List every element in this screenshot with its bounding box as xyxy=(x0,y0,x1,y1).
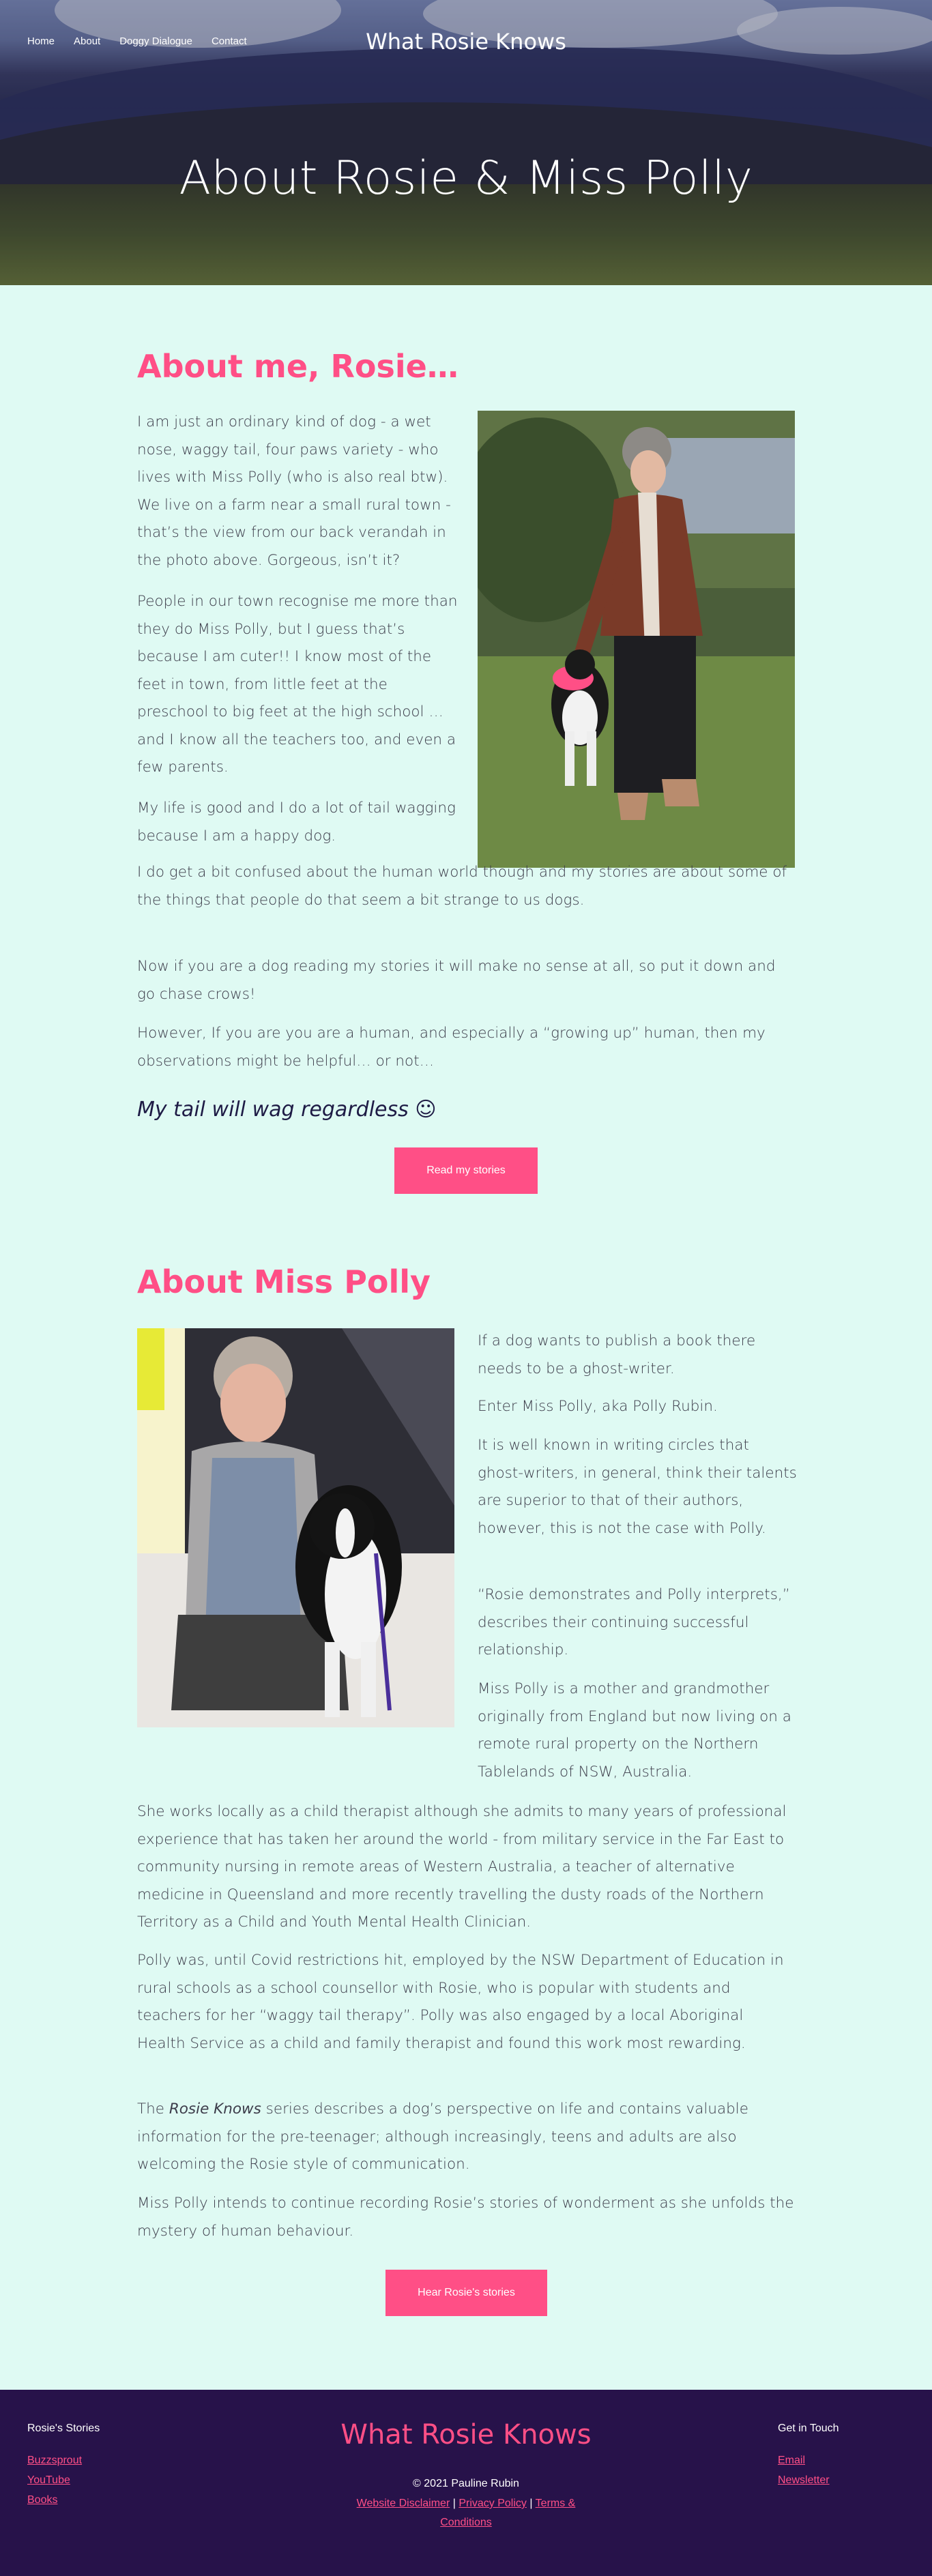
footer-copyright: © 2021 Pauline Rubin xyxy=(413,2478,519,2489)
polly-paragraph: Enter Miss Polly, aka Polly Rubin. xyxy=(478,1398,718,1415)
rosie-paragraph: My life is good and I do a lot of tail wagging because I am a happy dog. xyxy=(137,800,456,845)
polly-paragraph: If a dog wants to publish a book there needs to be a ghost-writer. xyxy=(478,1332,756,1377)
polly-paragraph: Miss Polly intends to continue recording Rosie’s stories of wonderment as she unfolds the mystery of human behaviour. xyxy=(137,2195,794,2240)
website-disclaimer-link[interactable]: Website Disclaimer xyxy=(356,2498,450,2509)
privacy-policy-link[interactable]: Privacy Policy xyxy=(458,2498,527,2509)
site-title[interactable]: What Rosie Knows xyxy=(366,29,566,55)
polly-paragraph: Polly was, until Covid restrictions hit, employed by the NSW Department of Education in rural schools as a school counsellor with Rosie, who is popular with students and teachers for her “waggy tail therapy”. Polly was also engaged by a local Aboriginal Health Service as a child and family therapist and found this work most rewarding. xyxy=(137,1952,784,2052)
rosie-paragraph: I am just an ordinary kind of dog - a wet nose, waggy tail, four paws variety - who lives with Miss Polly (who is also real btw). We live on a farm near a small rural town - that’s the view from our back verandah in the photo above. Gorgeous, isn’t it? xyxy=(137,413,451,569)
rosie-paragraph: People in our town recognise me more than they do Miss Polly, but I guess that’s because I am cuter!! I know most of the feet in town, from little feet at the preschool to big feet at the high school … and I know all the teachers too, and even a few parents. xyxy=(137,593,458,776)
rosie-heading: About me, Rosie… xyxy=(137,348,458,385)
series-name: Rosie Knows xyxy=(169,2101,261,2118)
footer-contact-heading: Get in Touch xyxy=(778,2423,839,2434)
nav-home[interactable]: Home xyxy=(27,35,55,47)
rosie-paragraph: Now if you are a dog reading my stories it will make no sense at all, so put it down and go chase crows! xyxy=(137,958,776,1003)
footer-link-buzzsprout[interactable]: Buzzsprout xyxy=(27,2455,83,2466)
polly-heading: About Miss Polly xyxy=(137,1263,431,1300)
rosie-paragraph: I do get a bit confused about the human world though and my stories are about some of the things that people do that seem a bit strange to us dogs. xyxy=(137,864,787,909)
footer-legal-links xyxy=(330,2494,602,2532)
polly-paragraph: She works locally as a child therapist although she admits to many years of professional experience that has taken her around the world - from military service in the Far East to community nursing in remote areas of Western Australia, a teacher of alternative medicine in Queensland and more recently travelling the dusty roads of the Northern Territory as a Child and Youth Mental Health Clinician. xyxy=(137,1803,787,1931)
footer-link-youtube[interactable]: YouTube xyxy=(27,2474,70,2486)
nav-doggy-dialogue[interactable]: Doggy Dialogue xyxy=(119,35,192,47)
footer-brand[interactable]: What Rosie Knows xyxy=(340,2419,592,2450)
footer-stories-heading: Rosie's Stories xyxy=(27,2423,100,2434)
polly-paragraph: Miss Polly is a mother and grandmother originally from England but now living on a remote rural property on the Northern Tablelands of NSW, Australia. xyxy=(478,1680,791,1781)
terms-conditions-link[interactable]: Terms & Conditions xyxy=(440,2498,576,2528)
rosie-and-polly-photo xyxy=(478,411,795,868)
polly-paragraph: It is well known in writing circles that ghost-writers, in general, think their talents are superior to that of their authors, however, this is not the case with Polly. xyxy=(478,1437,797,1537)
polly-and-rosie-photo xyxy=(137,1328,454,1727)
nav-contact[interactable]: Contact xyxy=(211,35,247,47)
polly-paragraph: “Rosie demonstrates and Polly interprets,” describes their continuing successful relationship. xyxy=(478,1586,790,1658)
polly-p8-pre: The xyxy=(137,2101,169,2118)
footer-link-newsletter[interactable]: Newsletter xyxy=(778,2474,830,2486)
polly-p8-post: series describes a dog’s perspective on life and contains valuable information for the pre-teenager; although increasingly, teens and adults are also welcoming the Rosie style of communication. xyxy=(137,2101,749,2173)
footer-link-email[interactable]: Email xyxy=(778,2455,806,2466)
legal-separator: | xyxy=(529,2498,533,2509)
photo-illustration xyxy=(137,1328,454,1727)
hear-rosies-stories-button[interactable]: Hear Rosie's stories xyxy=(385,2270,547,2316)
footer-link-books[interactable]: Books xyxy=(27,2494,58,2506)
page-title: About Rosie & Miss Polly xyxy=(179,151,753,205)
rosie-tagline: My tail will wag regardless ☺ xyxy=(137,1098,437,1122)
rosie-paragraph: However, If you are you are a human, and especially a “growing up” human, then my observations might be helpful… or not… xyxy=(137,1025,766,1070)
read-my-stories-button[interactable]: Read my stories xyxy=(394,1147,538,1194)
legal-separator: | xyxy=(452,2498,456,2509)
photo-illustration xyxy=(478,411,795,868)
nav-about[interactable]: About xyxy=(74,35,101,47)
polly-paragraph xyxy=(137,2096,796,2179)
